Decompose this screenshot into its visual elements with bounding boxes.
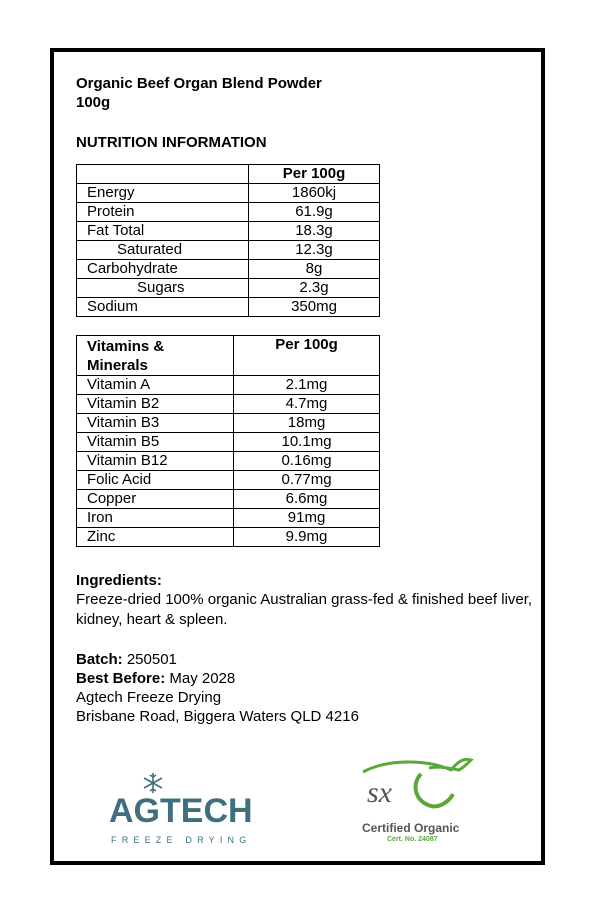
- table-row: [77, 376, 380, 395]
- nutrient-value: 18.3g: [249, 222, 380, 241]
- best-before-value: May 2028: [169, 670, 236, 687]
- nutrient-label: Sodium: [77, 298, 249, 317]
- vitamin-value: 2.1mg: [234, 376, 380, 395]
- table-row: [77, 222, 380, 241]
- vitamin-value: 10.1mg: [234, 433, 380, 452]
- sxc-certified-text: Certified Organic: [362, 821, 460, 835]
- table-row: [77, 414, 380, 433]
- nutrient-value: 1860kj: [249, 184, 380, 203]
- snowflake-icon: [141, 772, 165, 794]
- vitamin-value: 4.7mg: [234, 395, 380, 414]
- table-row: [77, 509, 380, 528]
- company-name: Agtech Freeze Drying: [76, 689, 222, 706]
- vitamin-label: Vitamin B2: [77, 395, 234, 414]
- sxc-mark-icon: [359, 754, 489, 818]
- nutrition-column-header: Per 100g: [249, 165, 380, 184]
- table-row: [77, 528, 380, 547]
- vitamins-table: [76, 335, 380, 547]
- best-before-label: Best Before:: [76, 670, 166, 687]
- table-gap: [76, 317, 536, 335]
- label-content: [76, 74, 536, 726]
- table-row: [77, 452, 380, 471]
- vitamin-label: Iron: [77, 509, 234, 528]
- table-row: [77, 184, 380, 203]
- nutrition-header-empty: [77, 165, 249, 184]
- vitamin-label: Copper: [77, 490, 234, 509]
- vitamin-value: 0.77mg: [234, 471, 380, 490]
- nutrient-label: Fat Total: [77, 222, 249, 241]
- batch-label: Batch:: [76, 651, 123, 668]
- agtech-wordmark: AGTECH: [109, 792, 253, 830]
- vitamin-value: 91mg: [234, 509, 380, 528]
- table-row: [77, 471, 380, 490]
- nutrient-label: Sugars: [77, 279, 249, 298]
- nutrition-table: [76, 164, 380, 317]
- product-title: Organic Beef Organ Blend Powder: [76, 75, 322, 92]
- nutrient-label: Carbohydrate: [77, 260, 249, 279]
- table-row: [77, 490, 380, 509]
- table-row: [77, 241, 380, 260]
- agtech-tagline: FREEZE DRYING: [111, 835, 252, 845]
- table-row: [77, 260, 380, 279]
- table-row: [77, 433, 380, 452]
- label-frame: [50, 48, 545, 865]
- sxc-certified-organic-logo: [359, 754, 489, 849]
- vitamin-label: Folic Acid: [77, 471, 234, 490]
- company-address: Brisbane Road, Biggera Waters QLD 4216: [76, 708, 359, 725]
- svg-text:sx: sx: [367, 776, 392, 809]
- vitamin-label: Vitamin B12: [77, 452, 234, 471]
- vitamins-column-header: Per 100g: [234, 336, 380, 376]
- vitamin-label: Zinc: [77, 528, 234, 547]
- vitamin-value: 0.16mg: [234, 452, 380, 471]
- vitamin-value: 6.6mg: [234, 490, 380, 509]
- ingredients-text: Freeze-dried 100% organic Australian grass-fed & finished beef liver, kidney, heart & spleen.: [76, 591, 533, 628]
- batch-value: 250501: [126, 651, 177, 668]
- nutrient-value: 8g: [249, 260, 380, 279]
- vitamin-value: 18mg: [234, 414, 380, 433]
- nutrient-label: Protein: [77, 203, 249, 222]
- table-row: [77, 279, 380, 298]
- nutrient-label: Saturated: [77, 241, 249, 260]
- product-size: 100g: [76, 94, 111, 111]
- nutrient-value: 61.9g: [249, 203, 380, 222]
- vitamin-value: 9.9mg: [234, 528, 380, 547]
- best-before-line: [76, 669, 536, 688]
- vitamin-label: Vitamin B5: [77, 433, 234, 452]
- vitamin-label: Vitamin A: [77, 376, 234, 395]
- agtech-logo: [109, 772, 269, 845]
- vitamins-header-row: [77, 336, 380, 376]
- vitamins-header-label: Vitamins & Minerals: [77, 336, 234, 376]
- table-row: [77, 203, 380, 222]
- nutrition-heading: NUTRITION INFORMATION: [76, 134, 267, 151]
- nutrition-header-row: [77, 165, 380, 184]
- nutrient-value: 350mg: [249, 298, 380, 317]
- sxc-cert-number: Cert. No. 24087: [387, 836, 438, 843]
- nutrient-label: Energy: [77, 184, 249, 203]
- table-row: [77, 395, 380, 414]
- table-row: [77, 298, 380, 317]
- vitamin-label: Vitamin B3: [77, 414, 234, 433]
- nutrient-value: 12.3g: [249, 241, 380, 260]
- ingredients-heading: Ingredients:: [76, 572, 162, 589]
- nutrient-value: 2.3g: [249, 279, 380, 298]
- batch-line: [76, 650, 536, 669]
